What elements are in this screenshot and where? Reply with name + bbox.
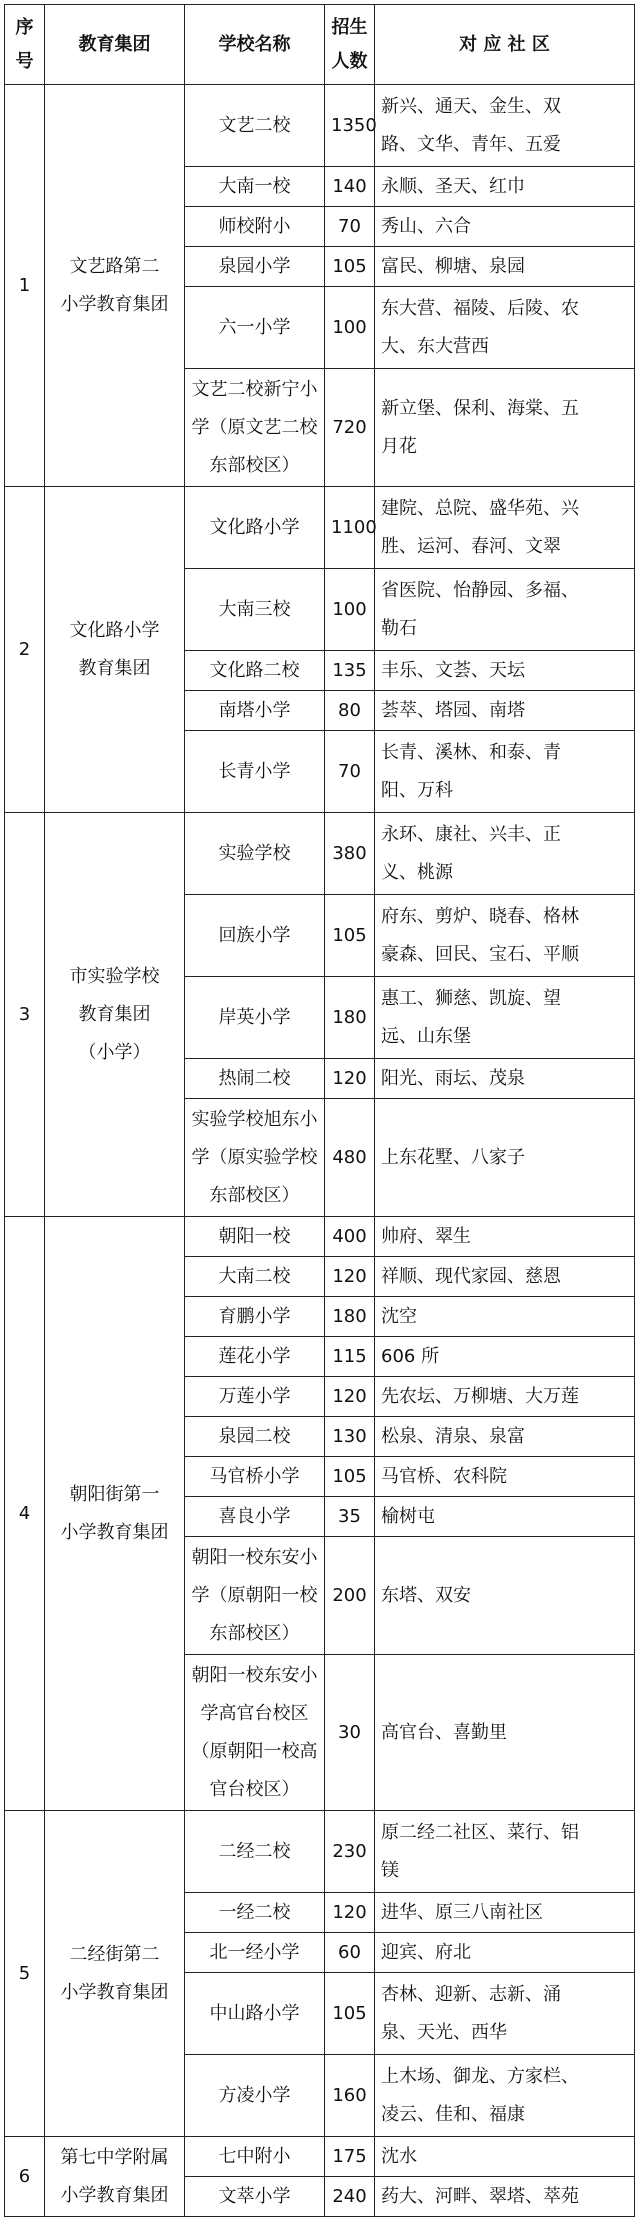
- school-name-line: 育鹏小学: [218, 1305, 291, 1327]
- school-name-line: 一经二校: [218, 1901, 291, 1923]
- enrollment-count-cell: 720: [325, 369, 375, 487]
- community-line: 阳、万科: [381, 779, 453, 801]
- community-cell: [375, 2177, 635, 2217]
- community-cell: [375, 731, 635, 813]
- school-name-cell: [185, 1893, 325, 1933]
- community-line: 上木场、御龙、方家栏、: [381, 2065, 579, 2087]
- group-name-cell: [45, 487, 185, 813]
- school-name-cell: [185, 1257, 325, 1297]
- community-line: 沈水: [381, 2145, 417, 2167]
- school-name-line: 东部校区）: [209, 1622, 300, 1644]
- school-name-cell: [185, 207, 325, 247]
- school-name-cell: [185, 1973, 325, 2055]
- school-name-cell: [185, 1417, 325, 1457]
- community-cell: [375, 1337, 635, 1377]
- school-name-line: 莲花小学: [218, 1345, 291, 1367]
- community-cell: [375, 1377, 635, 1417]
- school-name-line: 七中附小: [218, 2145, 291, 2167]
- enrollment-count-cell: 70: [325, 207, 375, 247]
- header-seq: [5, 5, 45, 85]
- group-name-line: 小学教育集团: [60, 293, 169, 315]
- community-line: 杏林、迎新、志新、涌: [381, 1983, 561, 2005]
- enrollment-count-cell: 60: [325, 1933, 375, 1973]
- community-line: 榆树屯: [381, 1505, 435, 1527]
- community-line: 大、东大营西: [381, 335, 489, 357]
- school-name-cell: [185, 651, 325, 691]
- community-line: 高官台、喜勤里: [381, 1721, 507, 1743]
- school-name-cell: [185, 287, 325, 369]
- school-name-line: 东部校区）: [209, 454, 300, 476]
- school-name-line: 学（原实验学校: [191, 1146, 318, 1168]
- school-name-line: 学（原朝阳一校: [191, 1584, 318, 1606]
- school-name-line: 师校附小: [218, 215, 291, 237]
- school-name-cell: [185, 1497, 325, 1537]
- school-name-line: 文萃小学: [218, 2185, 291, 2207]
- header-community: 对 应 社 区: [375, 5, 635, 85]
- school-name-line: 官台校区）: [209, 1778, 300, 1800]
- community-line: 丰乐、文荟、天坛: [381, 659, 525, 681]
- table-row: [5, 813, 635, 895]
- school-name-cell: [185, 1537, 325, 1655]
- enrollment-count-cell: 230: [325, 1811, 375, 1893]
- community-line: 沈空: [381, 1305, 417, 1327]
- community-cell: [375, 167, 635, 207]
- group-seq-cell: 4: [5, 1217, 45, 1811]
- enrollment-count-cell: 1100: [325, 487, 375, 569]
- enrollment-count-cell: 120: [325, 1893, 375, 1933]
- school-name-line: （原朝阳一校高: [191, 1740, 318, 1762]
- community-line: 胜、运河、春河、文翠: [381, 535, 561, 557]
- school-name-line: 岸英小学: [218, 1006, 291, 1028]
- enrollment-count-cell: 100: [325, 569, 375, 651]
- community-line: 迎宾、府北: [381, 1941, 471, 1963]
- group-name-line: 市实验学校: [69, 965, 160, 987]
- community-line: 泉、天光、西华: [381, 2021, 507, 2043]
- community-cell: [375, 1417, 635, 1457]
- table-row: [5, 1217, 635, 1257]
- group-name-line: 二经街第二: [69, 1943, 160, 1965]
- group-name-line: 教育集团: [78, 657, 151, 679]
- group-name-cell: [45, 813, 185, 1217]
- school-name-cell: [185, 1059, 325, 1099]
- enrollment-count-cell: 380: [325, 813, 375, 895]
- community-line: 省医院、怡静园、多福、: [381, 579, 579, 601]
- school-name-cell: [185, 1217, 325, 1257]
- school-name-line: 六一小学: [218, 316, 291, 338]
- enrollment-count-cell: 105: [325, 1457, 375, 1497]
- enrollment-count-cell: 30: [325, 1655, 375, 1811]
- community-cell: [375, 1811, 635, 1893]
- school-name-line: 文化路小学: [209, 516, 300, 538]
- community-cell: [375, 691, 635, 731]
- table-row: [5, 487, 635, 569]
- enrollment-count-cell: 480: [325, 1099, 375, 1217]
- community-line: 上东花墅、八家子: [381, 1146, 525, 1168]
- school-name-line: 大南一校: [218, 175, 291, 197]
- community-cell: [375, 207, 635, 247]
- community-cell: [375, 651, 635, 691]
- group-name-line: （小学）: [78, 1041, 151, 1063]
- header-count: [325, 5, 375, 85]
- community-line: 荟萃、塔园、南塔: [381, 699, 525, 721]
- school-name-cell: [185, 85, 325, 167]
- community-line: 建院、总院、盛华苑、兴: [381, 497, 579, 519]
- school-name-line: 文艺二校新宁小: [191, 378, 318, 400]
- enrollment-count-cell: 35: [325, 1497, 375, 1537]
- school-name-cell: [185, 2177, 325, 2217]
- community-line: 原二经二社区、菜行、铝: [381, 1821, 579, 1843]
- header-count-line-1: 招生: [331, 16, 368, 38]
- enrollment-count-cell: 400: [325, 1217, 375, 1257]
- school-name-line: 文化路二校: [209, 659, 300, 681]
- enrollment-count-cell: 120: [325, 1059, 375, 1099]
- school-name-line: 朝阳一校: [218, 1225, 291, 1247]
- school-name-line: 长青小学: [218, 760, 291, 782]
- community-cell: [375, 1257, 635, 1297]
- enrollment-count-cell: 105: [325, 1973, 375, 2055]
- community-line: 府东、剪炉、晓春、格林: [381, 905, 579, 927]
- enrollment-count-cell: 1350: [325, 85, 375, 167]
- community-cell: [375, 1099, 635, 1217]
- table-row: [5, 85, 635, 167]
- school-name-cell: [185, 1337, 325, 1377]
- community-line: 义、桃源: [381, 861, 453, 883]
- community-line: 豪森、回民、宝石、平顺: [381, 943, 579, 965]
- table-row: [5, 2137, 635, 2177]
- school-name-line: 学（原文艺二校: [191, 416, 318, 438]
- school-name-line: 南塔小学: [218, 699, 291, 721]
- community-line: 药大、河畔、翠塔、萃苑: [381, 2185, 579, 2207]
- school-name-line: 朝阳一校东安小: [191, 1664, 318, 1686]
- community-line: 新立堡、保利、海棠、五: [381, 397, 579, 419]
- school-name-line: 方凌小学: [218, 2084, 291, 2106]
- school-name-cell: [185, 1377, 325, 1417]
- community-cell: [375, 1537, 635, 1655]
- group-seq-cell: 3: [5, 813, 45, 1217]
- community-line: 勒石: [381, 617, 417, 639]
- table-body: [5, 85, 635, 2217]
- community-cell: [375, 569, 635, 651]
- group-name-line: 小学教育集团: [60, 2184, 169, 2206]
- community-line: 松泉、清泉、泉富: [381, 1425, 525, 1447]
- community-line: 祥顺、现代家园、慈恩: [381, 1265, 561, 1287]
- enrollment-count-cell: 100: [325, 287, 375, 369]
- community-cell: [375, 487, 635, 569]
- community-line: 永顺、圣天、红巾: [381, 175, 525, 197]
- community-cell: [375, 1457, 635, 1497]
- community-cell: [375, 813, 635, 895]
- school-name-cell: [185, 1457, 325, 1497]
- enrollment-count-cell: 130: [325, 1417, 375, 1457]
- enrollment-count-cell: 180: [325, 1297, 375, 1337]
- group-name-line: 第七中学附属: [60, 2146, 169, 2168]
- community-line: 阳光、雨坛、茂泉: [381, 1067, 525, 1089]
- school-name-cell: [185, 691, 325, 731]
- community-line: 马官桥、农科院: [381, 1465, 507, 1487]
- enrollment-count-cell: 200: [325, 1537, 375, 1655]
- school-name-cell: [185, 167, 325, 207]
- school-name-cell: [185, 569, 325, 651]
- school-name-cell: [185, 2055, 325, 2137]
- school-name-line: 实验学校: [218, 842, 291, 864]
- community-cell: [375, 1297, 635, 1337]
- community-cell: [375, 1933, 635, 1973]
- group-name-line: 朝阳街第一: [69, 1483, 160, 1505]
- school-name-cell: [185, 369, 325, 487]
- community-cell: [375, 287, 635, 369]
- school-name-line: 学高官台校区: [200, 1702, 309, 1724]
- enrollment-count-cell: 105: [325, 247, 375, 287]
- group-name-cell: [45, 1217, 185, 1811]
- community-cell: [375, 1655, 635, 1811]
- community-line: 先农坛、万柳塘、大万莲: [381, 1385, 579, 1407]
- school-name-cell: [185, 731, 325, 813]
- group-seq-cell: 5: [5, 1811, 45, 2137]
- enrollment-count-cell: 70: [325, 731, 375, 813]
- school-name-cell: [185, 247, 325, 287]
- school-name-line: 热闹二校: [218, 1067, 291, 1089]
- community-cell: [375, 369, 635, 487]
- school-name-line: 马官桥小学: [209, 1465, 300, 1487]
- community-line: 凌云、佳和、福康: [381, 2103, 525, 2125]
- header-school: 学校名称: [185, 5, 325, 85]
- community-cell: [375, 895, 635, 977]
- group-name-cell: [45, 2137, 185, 2217]
- school-name-line: 文艺二校: [218, 114, 291, 136]
- school-name-cell: [185, 1811, 325, 1893]
- enrollment-table: [4, 4, 635, 2217]
- group-name-line: 文化路小学: [69, 619, 160, 641]
- community-cell: [375, 247, 635, 287]
- community-cell: [375, 1217, 635, 1257]
- community-line: 帅府、翠生: [381, 1225, 471, 1247]
- group-name-cell: [45, 85, 185, 487]
- school-name-line: 东部校区）: [209, 1184, 300, 1206]
- enrollment-count-cell: 120: [325, 1257, 375, 1297]
- community-line: 镁: [381, 1859, 399, 1881]
- enrollment-table-container: [4, 0, 634, 2217]
- table-header-row: [5, 5, 635, 85]
- community-line: 富民、柳塘、泉园: [381, 255, 525, 277]
- header-group: 教育集团: [45, 5, 185, 85]
- school-name-line: 二经二校: [218, 1840, 291, 1862]
- group-name-line: 教育集团: [78, 1003, 151, 1025]
- group-name-cell: [45, 1811, 185, 2137]
- community-line: 东大营、福陵、后陵、农: [381, 297, 579, 319]
- school-name-line: 朝阳一校东安小: [191, 1546, 318, 1568]
- enrollment-count-cell: 115: [325, 1337, 375, 1377]
- community-line: 新兴、通天、金生、双: [381, 95, 561, 117]
- group-seq-cell: 1: [5, 85, 45, 487]
- community-line: 东塔、双安: [381, 1584, 471, 1606]
- school-name-line: 万莲小学: [218, 1385, 291, 1407]
- school-name-line: 实验学校旭东小: [191, 1108, 318, 1130]
- community-cell: [375, 1973, 635, 2055]
- school-name-line: 大南三校: [218, 598, 291, 620]
- school-name-cell: [185, 813, 325, 895]
- school-name-line: 回族小学: [218, 924, 291, 946]
- school-name-cell: [185, 1297, 325, 1337]
- community-cell: [375, 85, 635, 167]
- enrollment-count-cell: 135: [325, 651, 375, 691]
- school-name-line: 泉园小学: [218, 255, 291, 277]
- community-line: 永环、康社、兴丰、正: [381, 823, 561, 845]
- enrollment-count-cell: 175: [325, 2137, 375, 2177]
- community-cell: [375, 977, 635, 1059]
- community-cell: [375, 2055, 635, 2137]
- school-name-cell: [185, 977, 325, 1059]
- group-seq-cell: 2: [5, 487, 45, 813]
- community-line: 606 所: [381, 1345, 440, 1367]
- enrollment-count-cell: 105: [325, 895, 375, 977]
- school-name-line: 泉园二校: [218, 1425, 291, 1447]
- school-name-line: 中山路小学: [209, 2002, 300, 2024]
- enrollment-count-cell: 160: [325, 2055, 375, 2137]
- community-cell: [375, 1059, 635, 1099]
- header-seq-line-2: 号: [15, 50, 34, 72]
- community-cell: [375, 1893, 635, 1933]
- school-name-cell: [185, 1099, 325, 1217]
- community-line: 远、山东堡: [381, 1025, 471, 1047]
- community-cell: [375, 1497, 635, 1537]
- enrollment-count-cell: 80: [325, 691, 375, 731]
- school-name-cell: [185, 1655, 325, 1811]
- group-seq-cell: 6: [5, 2137, 45, 2217]
- header-count-line-2: 人数: [331, 50, 368, 72]
- community-line: 进华、原三八南社区: [381, 1901, 543, 1923]
- enrollment-count-cell: 240: [325, 2177, 375, 2217]
- group-name-line: 小学教育集团: [60, 1981, 169, 2003]
- group-name-line: 小学教育集团: [60, 1521, 169, 1543]
- school-name-line: 北一经小学: [209, 1941, 300, 1963]
- school-name-line: 喜良小学: [218, 1505, 291, 1527]
- community-line: 秀山、六合: [381, 215, 471, 237]
- school-name-cell: [185, 895, 325, 977]
- school-name-line: 大南二校: [218, 1265, 291, 1287]
- community-line: 惠工、狮慈、凯旋、望: [381, 987, 561, 1009]
- school-name-cell: [185, 2137, 325, 2177]
- group-name-line: 文艺路第二: [69, 255, 160, 277]
- header-seq-line-1: 序: [15, 16, 34, 38]
- community-cell: [375, 2137, 635, 2177]
- school-name-cell: [185, 487, 325, 569]
- school-name-cell: [185, 1933, 325, 1973]
- enrollment-count-cell: 120: [325, 1377, 375, 1417]
- community-line: 路、文华、青年、五爱: [381, 133, 561, 155]
- enrollment-count-cell: 140: [325, 167, 375, 207]
- enrollment-count-cell: 180: [325, 977, 375, 1059]
- community-line: 长青、溪林、和泰、青: [381, 741, 561, 763]
- community-line: 月花: [381, 435, 417, 457]
- table-row: [5, 1811, 635, 1893]
